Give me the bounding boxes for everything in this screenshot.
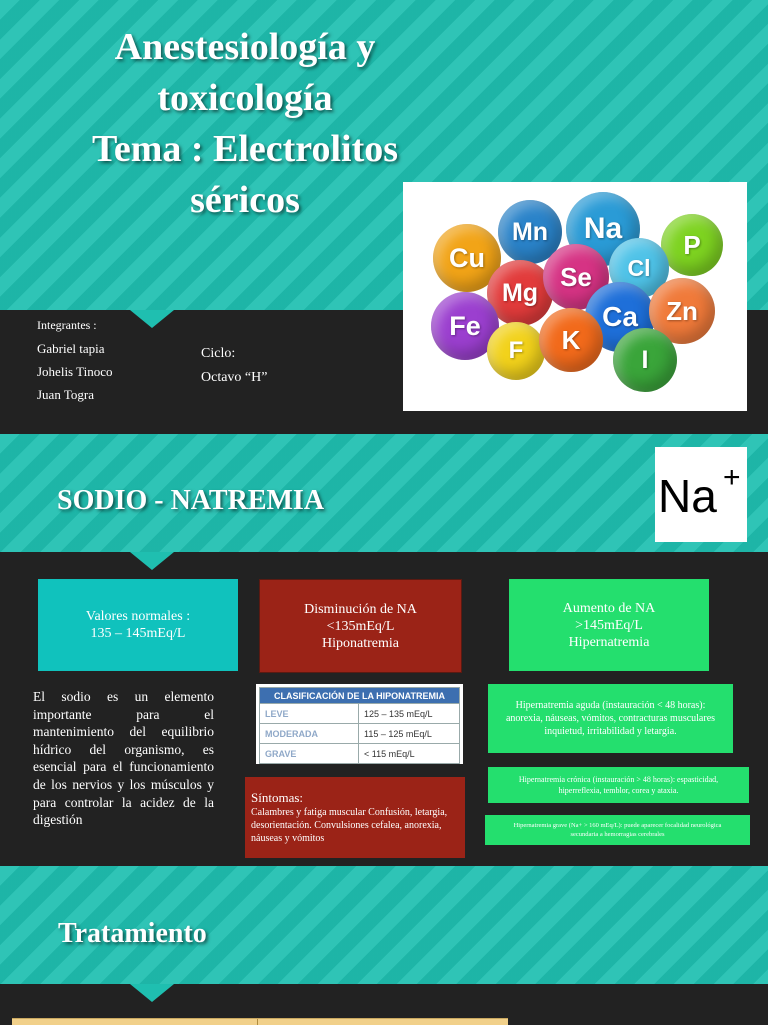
hyponatremia-box: Disminución de NA <135mEq/L Hiponatremia: [259, 579, 462, 673]
symptoms-box: [245, 777, 465, 858]
table-header: CLASIFICACIÓN DE LA HIPONATREMIA: [260, 688, 460, 704]
hypernatremia-box: Aumento de NA >145mEq/L Hipernatremia: [509, 579, 709, 671]
element-ball-zn: Zn: [649, 278, 715, 344]
team-member: Juan Togra: [37, 387, 94, 402]
element-ball-ca: Ca: [585, 282, 655, 352]
table-row: MODERADA 115 – 125 mEq/L: [260, 724, 460, 744]
element-ball-fe: Fe: [431, 292, 499, 360]
element-ball-se: Se: [543, 244, 609, 310]
cycle-value: Octavo “H”: [201, 370, 268, 385]
title-line: Anestesiología y: [114, 26, 376, 68]
symptoms-text: Calambres y fatiga muscular Confusión, letargia, desorientación. Convulsiones cefalea, anorexia, náuseas y vómitos: [251, 807, 448, 844]
element-ball-mg: Mg: [487, 260, 553, 326]
symptoms-title: Síntomas:: [251, 790, 304, 805]
sodium-slide-title: SODIO - NATREMIA: [57, 485, 325, 516]
element-ball-p: P: [661, 214, 723, 276]
hyper-severe-box: Hipernatremia grave (Na+ > 160 mEq/L): puede aparecer focalidad neurológica secundaria a hemorragias cerebrales: [485, 815, 750, 845]
hyponatremia-table-image: [256, 684, 463, 764]
hyponatremia-table: [259, 687, 460, 764]
treatment-slide-notch: [130, 984, 174, 1002]
treatment-slide-title: Tratamiento: [58, 918, 207, 949]
sodium-slide-notch: [130, 552, 174, 570]
table-row: GRAVE < 115 mEq/L: [260, 744, 460, 764]
team-member: Gabriel tapia: [37, 341, 105, 356]
electrolytes-image: [403, 182, 747, 411]
title-line: séricos: [190, 179, 300, 221]
title-line: toxicología: [157, 77, 333, 119]
na-symbol-image: [655, 447, 747, 542]
element-ball-cl: Cl: [609, 238, 669, 298]
element-ball-mn: Mn: [498, 200, 562, 264]
presentation-title: [40, 22, 450, 226]
table-row: LEVE 125 – 135 mEq/L: [260, 704, 460, 724]
na-symbol-text: Na: [658, 470, 717, 522]
team-member: Johelis Tinoco: [37, 364, 113, 379]
element-ball-na: Na: [566, 192, 640, 266]
hyper-chronic-box: Hipernatremia crónica (instauración > 48 horas): espasticidad, hiperreflexia, temblor, corea y ataxia.: [488, 767, 749, 803]
element-ball-f: F: [487, 322, 545, 380]
treatment-table-divider: [257, 1019, 258, 1025]
element-ball-k: K: [539, 308, 603, 372]
normal-values-box: Valores normales : 135 – 145mEq/L: [38, 579, 238, 671]
title-line: Tema : Electrolitos: [91, 128, 399, 170]
element-ball-i: I: [613, 328, 677, 392]
title-slide-notch: [130, 310, 174, 328]
na-charge-text: +: [723, 461, 741, 494]
cycle-label: Ciclo:: [201, 346, 236, 361]
hyper-acute-box: Hipernatremia aguda (instauración < 48 horas): anorexia, náuseas, vómitos, contracturas musculares inquietud, irritabilidad y letargia.: [488, 684, 733, 753]
element-ball-cu: Cu: [433, 224, 501, 292]
team-label: Integrantes :: [37, 318, 97, 332]
sodium-description: El sodio es un elemento importante para el mantenimiento del equilibrio hídrico del organismo, es esencial para el funcionamiento de los nervios y los músculos y para controlar la acidez de la digestión: [33, 689, 214, 828]
